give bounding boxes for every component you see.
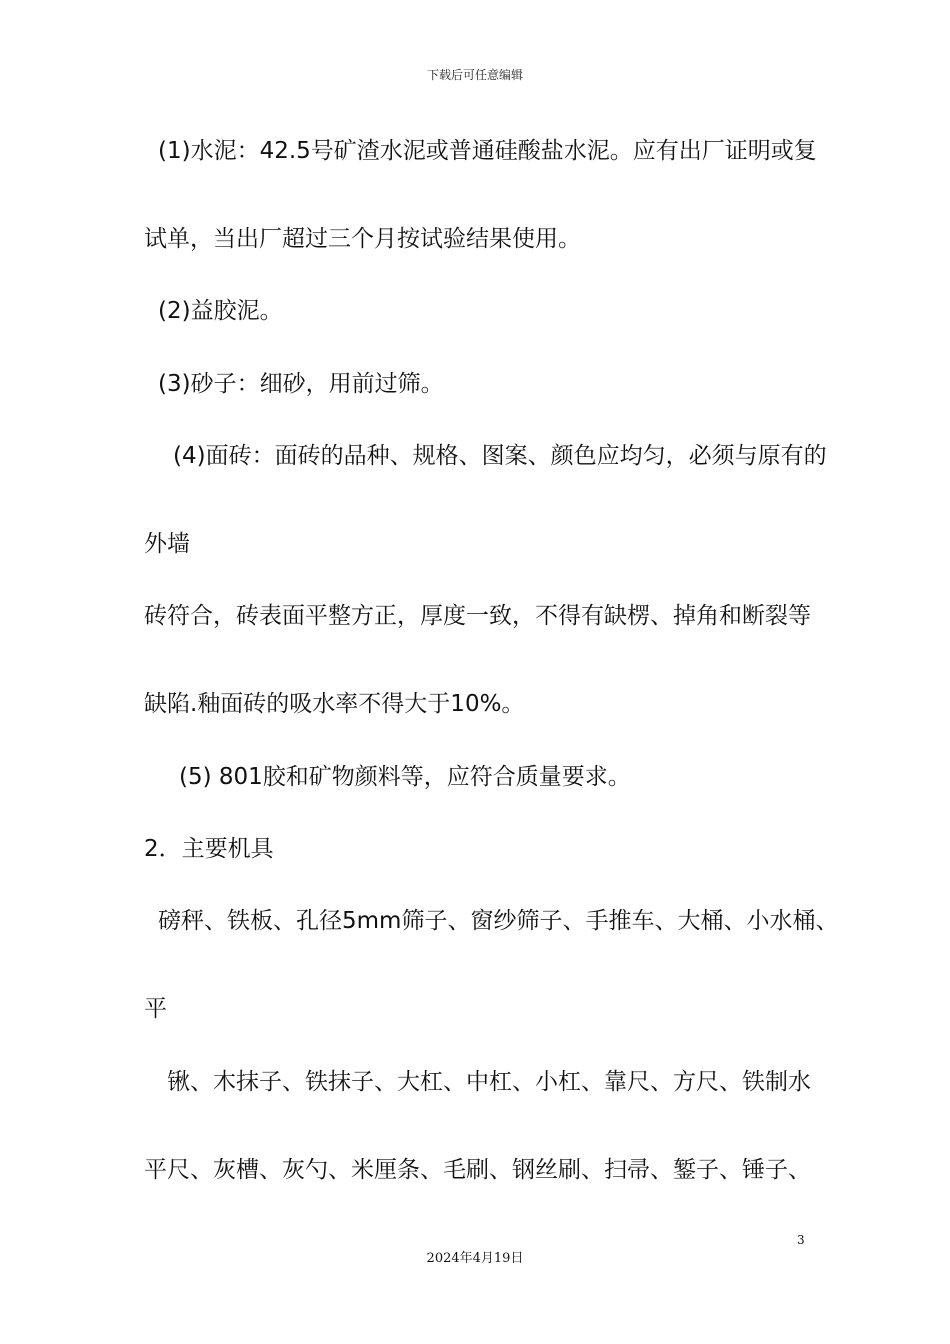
body-line-adhesive: (5) 801胶和矿物颜料等，应符合质量要求。 xyxy=(179,764,631,790)
body-line-cement-cont: 试单，当出厂超过三个月按试验结果使用。 xyxy=(144,226,581,252)
body-line-tools-2: 平 xyxy=(144,996,167,1022)
footer-date: 2024年4月19日 xyxy=(426,1251,524,1266)
body-line-tools-3: 锹、木抹子、铁抹子、大杠、中杠、小杠、靠尺、方尺、铁制水 xyxy=(167,1069,811,1095)
page-header: 下载后可任意编辑 xyxy=(426,68,523,82)
body-line-tile-cont: 砖符合，砖表面平整方正，厚度一致，不得有缺楞、掉角和断裂等 xyxy=(144,603,811,629)
body-line-tile-wall: 外墙 xyxy=(144,531,190,557)
body-line-tile-defect: 缺陷.釉面砖的吸水率不得大于10%。 xyxy=(144,691,525,717)
body-line-cement: (1)水泥：42.5号矿渣水泥或普通硅酸盐水泥。应有出厂证明或复 xyxy=(158,138,817,164)
body-line-glue: (2)益胶泥。 xyxy=(158,298,283,324)
body-line-tile: (4)面砖：面砖的品种、规格、图案、颜色应均匀，必须与原有的 xyxy=(173,443,827,469)
body-line-tools-4: 平尺、灰槽、灰勺、米厘条、毛刷、钢丝刷、扫帚、錾子、锤子、 xyxy=(144,1157,811,1183)
body-line-tools-1: 磅秤、铁板、孔径5mm筛子、窗纱筛子、手推车、大桶、小水桶、 xyxy=(158,908,839,934)
section-heading-tools: 2．主要机具 xyxy=(144,836,274,862)
body-line-sand: (3)砂子：细砂，用前过筛。 xyxy=(158,371,444,397)
page-number: 3 xyxy=(797,1233,805,1247)
